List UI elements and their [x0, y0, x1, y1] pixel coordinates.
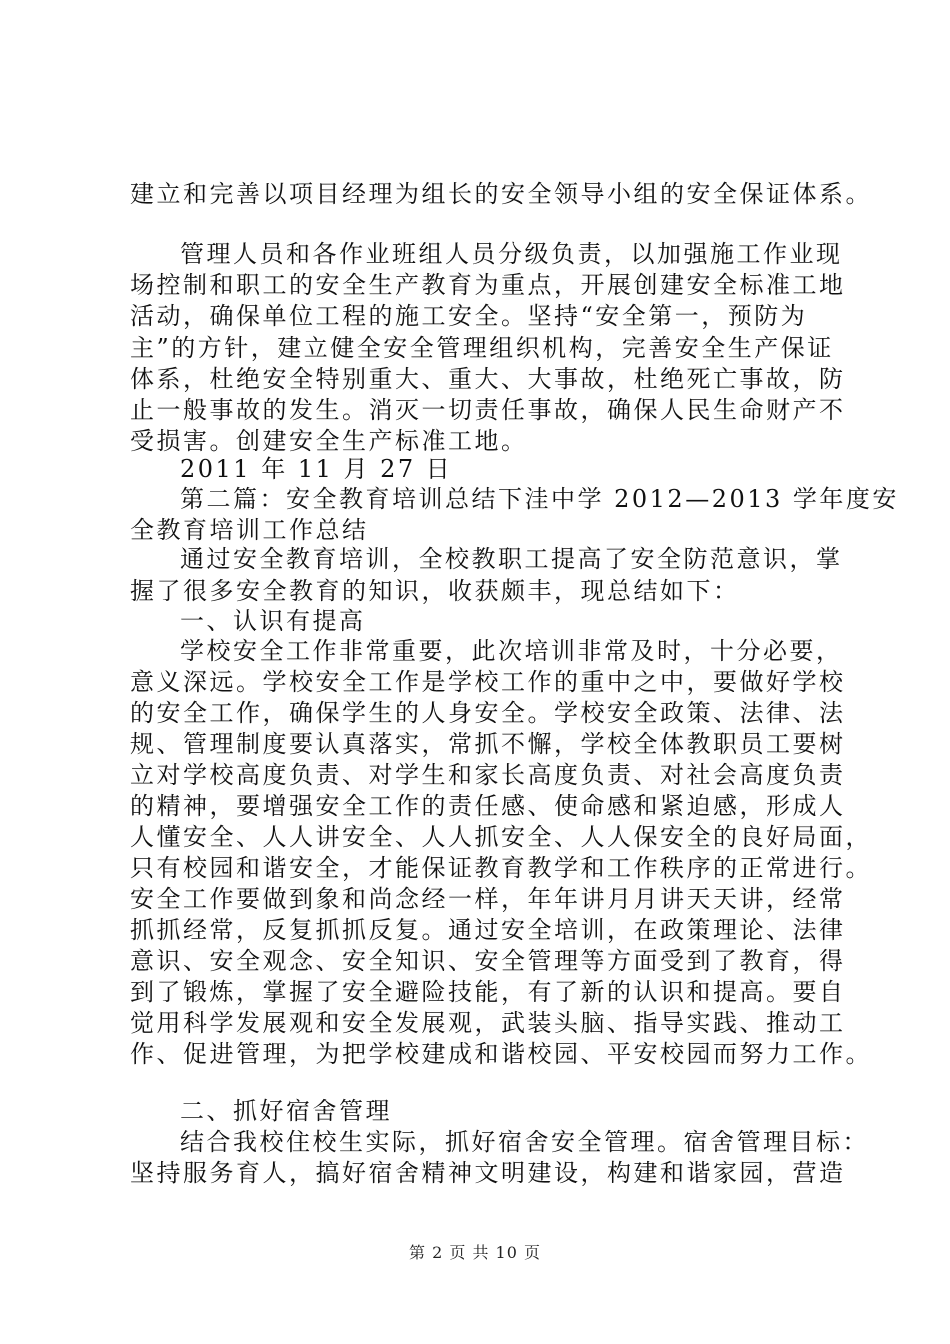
paragraph-line: 到了锻炼，掌握了安全避险技能，有了新的认识和提高。要自: [130, 978, 846, 1006]
subheading: 二、抓好宿舍管理: [180, 1097, 392, 1125]
paragraph-line: 握了很多安全教育的知识，收获颇丰，现总结如下：: [130, 577, 740, 605]
paragraph-line: 通过安全教育培训，全校教职工提高了安全防范意识，掌: [180, 545, 843, 573]
paragraph-line: 只有校园和谐安全，才能保证教育教学和工作秩序的正常进行。: [130, 854, 872, 882]
subheading: 一、认识有提高: [180, 607, 366, 635]
section-heading: 第二篇：安全教育培训总结下洼中学 2012—2013 学年度安: [180, 485, 899, 513]
paragraph-line: 作、促进管理，为把学校建成和谐校园、平安校园而努力工作。: [130, 1040, 872, 1068]
paragraph-line: 结合我校住校生实际，抓好宿舍安全管理。宿舍管理目标：: [180, 1128, 869, 1156]
section-heading: 全教育培训工作总结: [130, 516, 369, 544]
paragraph-line: 场控制和职工的安全生产教育为重点，开展创建安全标准工地: [130, 271, 846, 299]
page-footer: 第 2 页 共 10 页: [409, 1243, 541, 1262]
paragraph-line: 主”的方针，建立健全安全管理组织机构，完善安全生产保证: [130, 334, 834, 362]
paragraph-line: 体系，杜绝安全特别重大、重大、大事故，杜绝死亡事故，防: [130, 365, 846, 393]
date-line: 2011 年 11 月 27 日: [180, 455, 453, 483]
paragraph-line: 觉用科学发展观和安全发展观，武装头脑、指导实践、推动工: [130, 1009, 846, 1037]
paragraph-line: 学校安全工作非常重要，此次培训非常及时，十分必要，: [180, 637, 843, 665]
paragraph-line: 止一般事故的发生。消灭一切责任事故，确保人民生命财产不: [130, 396, 846, 424]
paragraph-line: 的精神，要增强安全工作的责任感、使命感和紧迫感，形成人: [130, 792, 846, 820]
paragraph-line: 坚持服务育人，搞好宿舍精神文明建设，构建和谐家园，营造: [130, 1159, 846, 1187]
paragraph-line: 规、管理制度要认真落实，常抓不懈，学校全体教职员工要树: [130, 730, 846, 758]
paragraph-line: 安全工作要做到象和尚念经一样，年年讲月月讲天天讲，经常: [130, 885, 846, 913]
paragraph-line: 活动，确保单位工程的施工安全。坚持“安全第一，预防为: [130, 302, 808, 330]
paragraph-line: 管理人员和各作业班组人员分级负责，以加强施工作业现: [180, 240, 843, 268]
paragraph-line: 的安全工作，确保学生的人身安全。学校安全政策、法律、法: [130, 699, 846, 727]
paragraph-line: 抓抓经常，反复抓抓反复。通过安全培训，在政策理论、法律: [130, 916, 846, 944]
paragraph-line: 受损害。创建安全生产标准工地。: [130, 427, 528, 455]
paragraph-line: 立对学校高度负责、对学生和家长高度负责、对社会高度负责: [130, 761, 846, 789]
paragraph-line: 人懂安全、人人讲安全、人人抓安全、人人保安全的良好局面，: [130, 823, 872, 851]
paragraph-line: 意识、安全观念、安全知识、安全管理等方面受到了教育，得: [130, 947, 846, 975]
paragraph-line: 意义深远。学校安全工作是学校工作的重中之中，要做好学校: [130, 668, 846, 696]
paragraph-line: 建立和完善以项目经理为组长的安全领导小组的安全保证体系。: [130, 180, 872, 208]
